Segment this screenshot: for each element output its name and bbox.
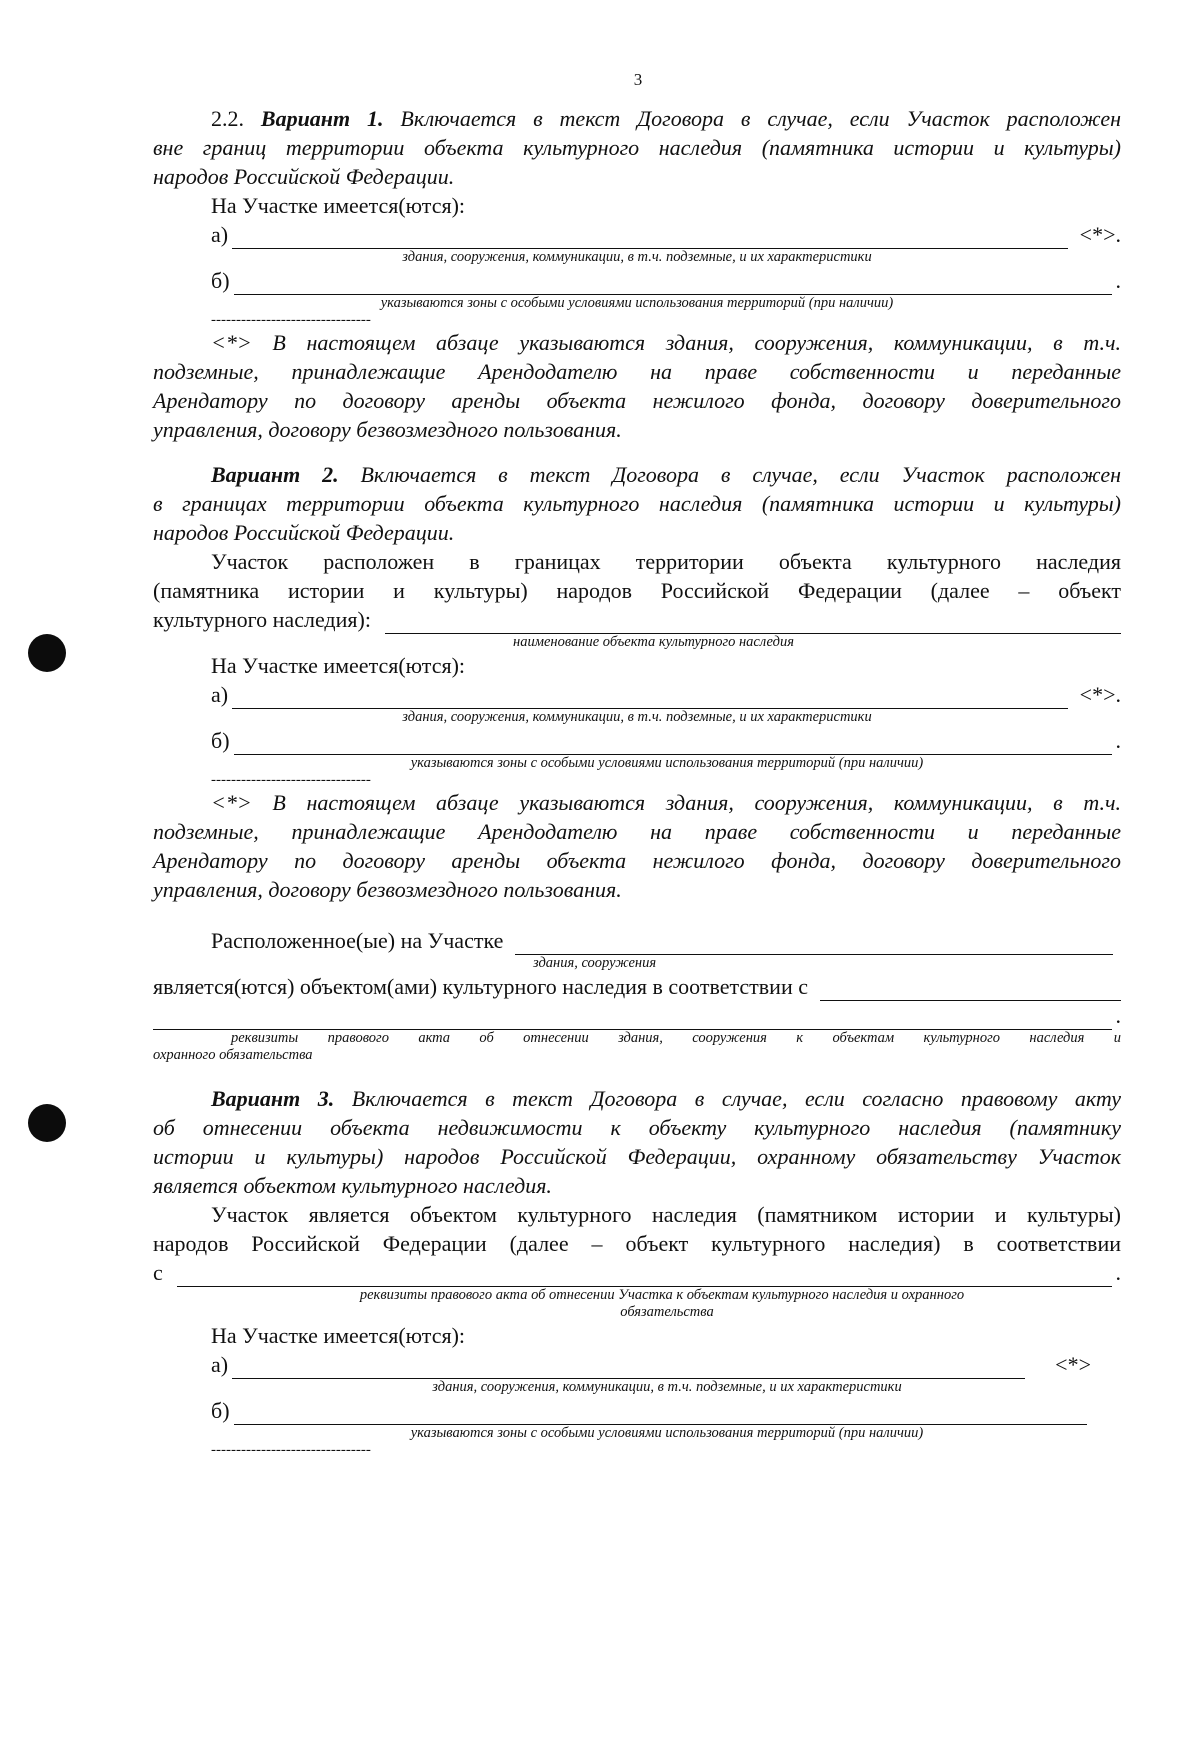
variant3-desc-4: является объектом культурного наследия. — [153, 1173, 552, 1198]
variant1-a-caption: здания, сооружения, коммуникации, в т.ч. подземные, и их характеристики — [402, 249, 872, 265]
variant1-footnote-3: Арендатору по договору аренды объекта нежилого фонда, договору доверительного — [153, 388, 1121, 413]
variant3-para-2: народов Российской Федерации (далее – объект культурного наследия) в соответствии — [153, 1231, 1121, 1256]
variant2-name-field[interactable] — [153, 605, 1121, 634]
variant1-desc-2: вне границ территории объекта культурного наследия (памятника истории и культуры) — [153, 135, 1121, 160]
variant2-b-caption: указываются зоны с особыми условиями использования территорий (при наличии) — [410, 755, 924, 771]
located-blank[interactable] — [515, 934, 1113, 955]
field-a-suffix: <*>. — [1079, 222, 1121, 247]
variant2-intro — [153, 460, 1121, 489]
variant1-footnote-2: подземные, принадлежащие Арендодателю на праве собственности и переданные — [153, 359, 1121, 384]
requisites-caption-2: охранного обязательства — [153, 1047, 313, 1063]
variant3-desc-2: об отнесении объекта недвижимости к объекту культурного наследия (памятнику — [153, 1115, 1121, 1140]
field-b-blank[interactable] — [234, 734, 1112, 755]
field-a-suffix: <*> — [1055, 1352, 1091, 1377]
field-a-prefix: а) — [211, 1352, 229, 1377]
variant2-footnote-1: <*> В настоящем абзаце указываются здания, сооружения, коммуникации, в т.ч. — [211, 790, 1121, 815]
variant2-footnote-4: управления, договору безвозмездного пользования. — [153, 877, 622, 902]
punch-hole-top — [28, 634, 66, 672]
variant3-desc-1: Включается в текст Договора в случае, если согласно правовому акту — [334, 1086, 1121, 1111]
variant3-caption-1: реквизиты правового акта об отнесении Участка к объектам культурного наследия и охранного — [359, 1287, 965, 1303]
spacer — [153, 444, 1121, 460]
variant2-a-caption: здания, сооружения, коммуникации, в т.ч. подземные, и их характеристики — [402, 709, 872, 725]
variant2-desc-1: Включается в текст Договора в случае, если Участок расположен — [338, 462, 1121, 487]
located-caption: здания, сооружения — [533, 955, 657, 971]
footnote-separator: -------------------------------- — [211, 772, 371, 788]
variant2-field-b[interactable] — [211, 726, 1121, 755]
punch-hole-bottom — [28, 1104, 66, 1142]
field-b-suffix: . — [1115, 728, 1121, 753]
located-label: Расположенное(ые) на Участке — [211, 928, 504, 953]
variant3-intro — [153, 1084, 1121, 1113]
variant2-field-a[interactable] — [211, 680, 1121, 709]
object-field-cont[interactable] — [153, 1001, 1121, 1030]
field-b-blank[interactable] — [234, 1404, 1087, 1425]
variant1-b-caption: указываются зоны с особыми условиями использования территорий (при наличии) — [380, 295, 894, 311]
variant3-has-label: На Участке имеется(ются): — [211, 1323, 466, 1348]
variant1-field-b[interactable] — [211, 266, 1121, 295]
requisites-caption-1: реквизиты правового акта об отнесении здания, сооружения к объектам культурного наследия и — [231, 1030, 1121, 1046]
field-b-blank[interactable] — [234, 274, 1112, 295]
variant2-para-2: (памятника истории и культуры) народов Российской Федерации (далее – объект — [153, 578, 1121, 603]
variant1-label: Вариант 1. — [260, 106, 384, 131]
variant3-prefix: с — [153, 1260, 163, 1285]
field-a-blank[interactable] — [232, 1358, 1025, 1379]
variant3-a-caption: здания, сооружения, коммуникации, в т.ч. подземные, и их характеристики — [432, 1379, 902, 1395]
page-number: 3 — [633, 70, 643, 89]
field-a-blank[interactable] — [232, 228, 1068, 249]
requisites-blank[interactable] — [177, 1266, 1112, 1287]
located-field[interactable] — [211, 926, 1121, 955]
variant1-footnote-1: <*> В настоящем абзаце указываются здания, сооружения, коммуникации, в т.ч. — [211, 330, 1121, 355]
variant1-has-label: На Участке имеется(ются): — [211, 193, 466, 218]
field-a-prefix: а) — [211, 222, 229, 247]
clause-number: 2.2. — [211, 106, 261, 131]
variant2-desc-2: в границах территории объекта культурного наследия (памятника истории и культуры) — [153, 491, 1121, 516]
object-label: является(ются) объектом(ами) культурного наследия в соответствии с — [153, 974, 808, 999]
variant2-footnote-2: подземные, принадлежащие Арендодателю на праве собственности и переданные — [153, 819, 1121, 844]
field-a-prefix: а) — [211, 682, 229, 707]
variant1-desc-3: народов Российской Федерации. — [153, 164, 455, 189]
variant1-footnote-4: управления, договору безвозмездного пользования. — [153, 417, 622, 442]
variant3-suffix: . — [1115, 1260, 1121, 1285]
document-body — [153, 104, 1121, 1458]
variant1-desc-1: Включается в текст Договора в случае, если Участок расположен — [383, 106, 1122, 131]
variant1-intro — [153, 104, 1121, 133]
variant2-para-1: Участок расположен в границах территории объекта культурного наследия — [211, 549, 1121, 574]
field-b-suffix: . — [1115, 268, 1121, 293]
variant2-footnote-3: Арендатору по договору аренды объекта нежилого фонда, договору доверительного — [153, 848, 1121, 873]
spacer — [153, 1064, 1121, 1084]
spacer — [153, 904, 1121, 926]
field-b-prefix: б) — [211, 728, 230, 753]
variant2-label: Вариант 2. — [211, 462, 339, 487]
variant2-para-3: культурного наследия): — [153, 607, 371, 632]
variant2-desc-3: народов Российской Федерации. — [153, 520, 455, 545]
variant3-b-caption: указываются зоны с особыми условиями использования территорий (при наличии) — [410, 1425, 924, 1441]
object-blank[interactable] — [820, 980, 1121, 1001]
footnote-separator: -------------------------------- — [211, 312, 371, 328]
field-a-blank[interactable] — [232, 688, 1068, 709]
object-field[interactable] — [153, 972, 1121, 1001]
variant3-field-b[interactable] — [211, 1396, 1091, 1425]
field-b-prefix: б) — [211, 268, 230, 293]
object-blank-2[interactable] — [153, 1009, 1112, 1030]
variant3-label: Вариант 3. — [211, 1086, 335, 1111]
variant3-requisites-field[interactable] — [153, 1258, 1121, 1287]
variant3-desc-3: истории и культуры) народов Российской Федерации, охранному обязательству Участок — [153, 1144, 1121, 1169]
variant2-name-caption: наименование объекта культурного наследия — [513, 634, 794, 650]
variant3-para-1: Участок является объектом культурного наследия (памятником истории и культуры) — [211, 1202, 1121, 1227]
variant2-has-label: На Участке имеется(ются): — [211, 653, 466, 678]
field-a-suffix: <*>. — [1079, 682, 1121, 707]
name-blank[interactable] — [385, 613, 1121, 634]
variant1-field-a[interactable] — [211, 220, 1121, 249]
field-b-prefix: б) — [211, 1398, 230, 1423]
variant3-field-a[interactable] — [211, 1350, 1091, 1379]
variant3-caption-2: обязательства — [620, 1304, 714, 1320]
object-suffix: . — [1115, 1003, 1121, 1028]
footnote-separator: -------------------------------- — [211, 1442, 371, 1458]
